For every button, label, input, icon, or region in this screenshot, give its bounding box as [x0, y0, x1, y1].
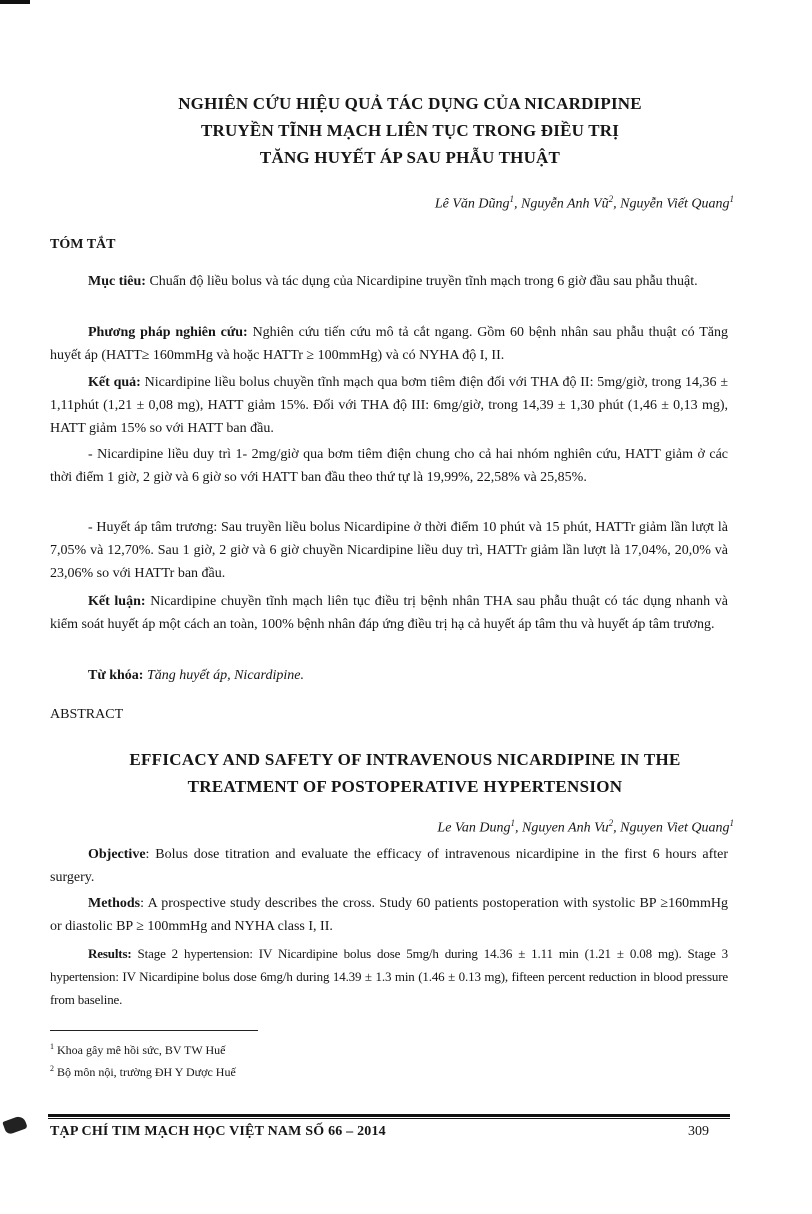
footnote-mark: 1 [50, 1042, 54, 1051]
journal-rule-thick [48, 1114, 730, 1117]
author-affil: 1 [510, 818, 516, 828]
paragraph-text: Stage 2 hypertension: IV Nicardipine bolus dose 5mg/h during 14.36 ± 1.11 min (1.21 ± 0.08 mg). Stage 3 hypertension: IV Nicardipine bolus dose 6mg/h during 14.39 ± 1.3 min (1.46 ± 0.13 mg), fifteen percent reduction in blood pressure from baseline. [50, 946, 728, 1007]
authors-en: Le Van Dung$^1$, Nguyen Anh Vu$^2$, Nguyen Viet Quang$^1$ [437, 818, 734, 836]
paragraph-tu-khoa [50, 664, 728, 687]
paragraph-label: Results: [88, 946, 132, 961]
author-affil: 1 [729, 194, 734, 204]
paragraph-duy-tri [50, 443, 728, 489]
paragraph-text: Nicardipine liều bolus chuyền tĩnh mạch qua bơm tiêm điện đối với THA độ II: 5mg/giờ, trong 14,36 ± 1,11phút (1,21 ± 0,08 mg), HATT giảm 15%. Đối với THA độ III: 6mg/giờ, trong 14,39 ± 1,30 phút (1,46 ± 0,13 mg), HATT giảm 15% so với HATT ban đầu. [50, 375, 728, 436]
scan-margin-marks [0, 0, 40, 1214]
paragraph-text: Chuẩn độ liều bolus và tác dụng của Nicardipine truyền tĩnh mạch trong 6 giờ đầu sau phẫu thuật. [145, 274, 698, 289]
paragraph-ket-luan [50, 590, 728, 636]
author-name: Lê Văn Dũng [434, 196, 510, 212]
title-line: NGHIÊN CỨU HIỆU QUẢ TÁC DỤNG CỦA NICARDIPINE [178, 94, 642, 113]
paragraph-ppnc [50, 321, 728, 367]
journal-rule-thin [48, 1118, 730, 1119]
paragraph-objective [50, 843, 728, 889]
paragraph-label: Kết quả: [88, 375, 141, 390]
author-name: Nguyen Viet Quang [620, 820, 730, 836]
paragraph-label: Từ khóa: [88, 668, 144, 683]
paragraph-text: : Bolus dose titration and evaluate the efficacy of intravenous nicardipine in the first 6 hours after surgery. [50, 847, 728, 885]
title-line: TREATMENT OF POSTOPERATIVE HYPERTENSION [187, 777, 623, 796]
author-affil: 2 [608, 194, 614, 204]
author-name: Nguyễn Viết Quang [620, 196, 730, 212]
journal-name: TẠP CHÍ TIM MẠCH HỌC VIỆT NAM SỐ 66 – 2014 [50, 1124, 386, 1139]
paragraph-methods [50, 892, 728, 938]
paragraph-label: Objective [88, 847, 146, 862]
author-affil: 2 [608, 818, 614, 828]
article-title-vi [60, 90, 760, 171]
paragraph-ket-qua [50, 371, 728, 440]
paragraph-label: Kết luận: [88, 594, 146, 609]
paragraph-text: Tăng huyết áp, Nicardipine. [143, 668, 304, 683]
author-name: Le Van Dung [437, 820, 511, 836]
page-number: 309 [688, 1124, 709, 1139]
authors-vi: Lê Văn Dũng$^1$, Nguyễn Anh $Vũ^2$, Nguyễn Viết Quang$^1$ [434, 194, 734, 212]
author-affil: 1 [729, 818, 734, 828]
paragraph-text: : A prospective study describes the cross. Study 60 patients postoperation with systolic BP ≥160mmHg or diastolic BP ≥ 100mmHg and NYHA class I, II. [50, 896, 728, 934]
footnote-2 [50, 1064, 236, 1080]
paragraph-text: - Huyết áp tâm trương: Sau truyền liều bolus Nicardipine ở thời điểm 10 phút và 15 phút, HATTr giảm lần lượt là 7,05% và 12,70%. Sau 1 giờ, 2 giờ và 6 giờ chuyền Nicardipine liều duy trì, HATTr giảm lần lượt là 17,04%, 20,0% và 23,06% so với HATTr ban đầu. [50, 520, 728, 581]
paragraph-text: Nghiên cứu tiến cứu mô tả cắt ngang. Gồm 60 bệnh nhân sau phẫu thuật có Tăng huyết áp (HATT≥ 160mmHg và hoặc HATTr ≥ 100mmHg) và có NYHA độ I, II. [50, 325, 729, 363]
author-name: Nguyễn Anh Vũ [520, 196, 609, 212]
paragraph-label: Phương pháp nghiên cứu: [88, 325, 248, 340]
scan-smudge-mark [2, 1115, 27, 1136]
footnote-divider [50, 1030, 258, 1031]
author-name: Nguyen Anh Vu [522, 820, 609, 836]
paragraph-muc-tieu [50, 270, 728, 293]
paragraph-tam-truong [50, 516, 728, 585]
title-line: EFFICACY AND SAFETY OF INTRAVENOUS NICARDIPINE IN THE [129, 750, 681, 769]
title-line: TĂNG HUYẾT ÁP SAU PHẪU THUẬT [259, 148, 561, 167]
footnote-mark: 2 [50, 1064, 54, 1073]
footnote-1 [50, 1042, 225, 1058]
article-title-en [40, 746, 770, 800]
section-heading-tom-tat: TÓM TẮT [50, 237, 116, 252]
paragraph-results [50, 942, 728, 1011]
footnote-text: Bộ môn nội, trường ĐH Y Dược Huế [54, 1065, 236, 1079]
section-heading-abstract: ABSTRACT [50, 707, 124, 722]
paragraph-text: - Nicardipine liều duy trì 1- 2mg/giờ qua bơm tiêm điện chung cho cả hai nhóm nghiên cứu, HATT giảm ở các thời điểm 1 giờ, 2 giờ và 6 giờ so với HATT ban đầu theo thứ tự là 19,99%, 22,58% và 25,85%. [50, 447, 728, 485]
footnote-text: Khoa gây mê hồi sức, BV TW Huế [54, 1043, 226, 1057]
paragraph-text: Nicardipine chuyền tĩnh mạch liên tục điều trị bệnh nhân THA sau phẫu thuật có tác dụng nhanh và kiểm soát huyết áp một cách an toàn, 100% bệnh nhân đáp ứng điều trị hạ cả huyết áp tâm thu và huyết áp tâm trương. [50, 594, 729, 632]
paragraph-label: Methods [88, 896, 141, 911]
paragraph-label: Mục tiêu: [88, 274, 146, 289]
author-affil: 1 [509, 194, 514, 204]
title-line: TRUYỀN TĨNH MẠCH LIÊN TỤC TRONG ĐIỀU TRỊ [200, 121, 620, 140]
scan-corner-mark [0, 0, 30, 4]
